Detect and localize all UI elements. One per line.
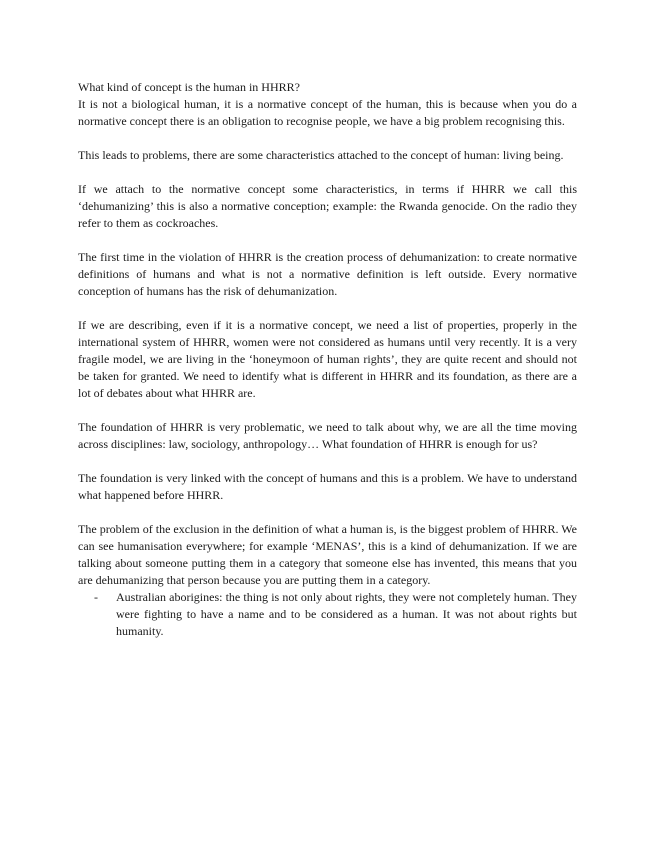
document-heading: What kind of concept is the human in HHRR?: [78, 80, 300, 94]
paragraph-2: This leads to problems, there are some characteristics attached to the concept of human: living being.: [78, 148, 564, 162]
paragraph-1: It is not a biological human, it is a normative concept of the human, this is because when you do a normative concept there is an obligation to recognise people, we have a big problem recognising this.: [78, 97, 577, 128]
bullet-marker: -: [94, 590, 98, 604]
paragraph-3: If we attach to the normative concept some characteristics, in terms if HHRR we call this ‘dehumanizing’ this is also a normative conception; example: the Rwanda genocide. On the radio they refer to them as cockroaches.: [78, 182, 577, 230]
bullet-text: Australian aborigines: the thing is not only about rights, they were not completely human. They were fighting to have a name and to be considered as a human. It was not about rights but humanity.: [116, 590, 577, 638]
paragraph-8: The problem of the exclusion in the definition of what a human is, is the biggest problem of HHRR. We can see humanisation everywhere; for example ‘MENAS’, this is a kind of dehumanization. If we are talking about someone putting them in a category that someone else has invented, this means that you are dehumanizing that person because you are putting them in a category.: [78, 522, 577, 587]
bullet-list: [78, 589, 577, 640]
document-page: [78, 79, 577, 640]
list-item: [94, 589, 577, 640]
paragraph-5: If we are describing, even if it is a normative concept, we need a list of properties, properly in the international system of HHRR, women were not considered as humans until very recently. It is a very fragile model, we are living in the ‘honeymoon of human rights’, they are quite recent and should not be taken for granted. We need to identify what is different in HHRR and its foundation, as there are a lot of debates about what HHRR are.: [78, 318, 577, 400]
paragraph-7: The foundation is very linked with the concept of humans and this is a problem. We have to understand what happened before HHRR.: [78, 471, 577, 502]
paragraph-4: The first time in the violation of HHRR is the creation process of dehumanization: to create normative definitions of humans and what is not a normative definition is left outside. Every normative conception of humans has the risk of dehumanization.: [78, 250, 577, 298]
paragraph-6: The foundation of HHRR is very problematic, we need to talk about why, we are all the time moving across disciplines: law, sociology, anthropology… What foundation of HHRR is enough for us?: [78, 420, 577, 451]
